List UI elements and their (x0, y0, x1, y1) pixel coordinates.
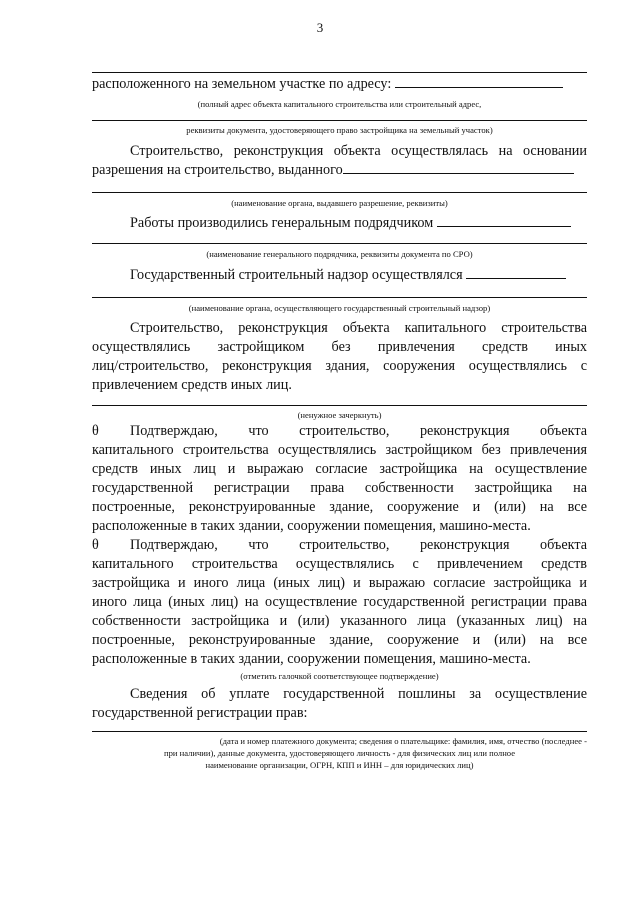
confirmation-line: средств иных лиц и выражаю согласие застройщика на осуществление (92, 461, 587, 477)
confirmation-line: расположенные в таких здании, сооружении помещения, машино-места. (92, 651, 531, 667)
top-rule (92, 58, 587, 73)
supervision-rule[interactable] (92, 285, 587, 298)
confirmation-line: капитального строительства осуществлялись застройщиком без привлечения (92, 442, 587, 458)
form-content (92, 58, 587, 771)
supervision-line (92, 266, 587, 285)
confirmation-1-first-line: θ Подтверждаю, что строительство, реконструкция объекта (92, 423, 587, 439)
docs-caption: реквизиты документа, удостоверяющего право застройщика на земельный участок) (186, 125, 493, 135)
contractor-field[interactable] (437, 214, 571, 227)
contractor-label: Работы производились генеральным подрядчиком (130, 215, 434, 231)
permit-field[interactable] (343, 161, 574, 174)
supervision-caption: (наименование органа, осуществляющего государственный строительный надзор) (188, 303, 491, 313)
funding-line: Строительство, реконструкция объекта капитального строительства (130, 320, 587, 336)
permit-caption: (наименование органа, выдавшего разрешение, реквизиты) (231, 198, 448, 208)
checkbox-2[interactable]: θ (92, 537, 99, 553)
fee-line: государственной регистрации прав: (92, 705, 308, 721)
tick-caption: (отметить галочкой соответствующее подтверждение) (240, 671, 439, 681)
confirmation-2-first-line: θ Подтверждаю, что строительство, реконструкция объекта (92, 537, 587, 553)
funding-line: осуществлялись застройщиком без привлечения средств иных (92, 339, 587, 355)
fee-rule[interactable] (92, 723, 587, 732)
supervision-label: Государственный строительный надзор осуществлялся (130, 267, 463, 283)
contractor-caption: (наименование генерального подрядчика, реквизиты документа по СРО) (206, 249, 473, 259)
fee-caption-line: наименование организации, ОГРН, КПП и ИНН – для юридических лиц) (205, 760, 474, 770)
permit-rule[interactable] (92, 180, 587, 193)
confirmation-line: государственной регистрации права собственности застройщика на (92, 480, 587, 496)
confirmation-2 (92, 536, 587, 669)
permit-line (92, 161, 587, 180)
fee-caption-line: при наличии), данные документа, удостоверяющего личность - для физических лиц или полное (163, 748, 516, 758)
strike-caption: (ненужное зачеркнуть) (297, 410, 382, 420)
address-caption: (полный адрес объекта капитального строительства или строительный адрес, (197, 99, 482, 109)
confirmation-line: иного лица (иных лиц) на осуществление государственной регистрации права (92, 594, 587, 610)
docs-rule[interactable] (92, 110, 587, 121)
strike-rule (92, 395, 587, 406)
supervision-field[interactable] (466, 266, 566, 279)
funding-line: лиц/строительство, реконструкция здания, сооружения осуществлялись с (92, 358, 587, 374)
fee-line: Сведения об уплате государственной пошлины за осуществление (130, 686, 587, 702)
confirmation-line: застройщика и иного лица (иных лиц) и выражаю согласие застройщика и (92, 575, 587, 591)
permit-text-1: Строительство, реконструкция объекта осуществлялась на основании (130, 143, 587, 159)
fee-caption (92, 735, 587, 771)
fee-paragraph (92, 685, 587, 723)
fee-caption-line: (дата и номер платежного документа; сведения о плательщике: фамилия, имя, отчество (последнее - (219, 736, 587, 746)
confirmation-line: расположенные в таких здании, сооружении помещения, машино-места. (92, 518, 531, 534)
page-number: 3 (316, 20, 324, 35)
contractor-line (92, 214, 587, 233)
checkbox-1[interactable]: θ (92, 423, 99, 439)
confirmation-line: построенные, реконструированные здание, сооружение и (или) на все (92, 499, 587, 515)
confirmation-line: капитального строительства осуществлялись с привлечением средств (92, 556, 587, 572)
funding-paragraph (92, 319, 587, 395)
funding-line: привлечением средств иных лиц. (92, 377, 292, 393)
address-label: расположенного на земельном участке по адресу: (92, 76, 392, 92)
confirmation-line: собственности застройщика и (или) указанного лица (указанных лиц) на (92, 613, 587, 629)
address-field[interactable] (395, 75, 563, 88)
address-line (92, 75, 587, 94)
confirmation-1 (92, 422, 587, 536)
permit-label: разрешения на строительство, выданного (92, 162, 343, 178)
contractor-rule[interactable] (92, 233, 587, 244)
confirmation-line: построенные, реконструированные здание, сооружение и (или) на все (92, 632, 587, 648)
